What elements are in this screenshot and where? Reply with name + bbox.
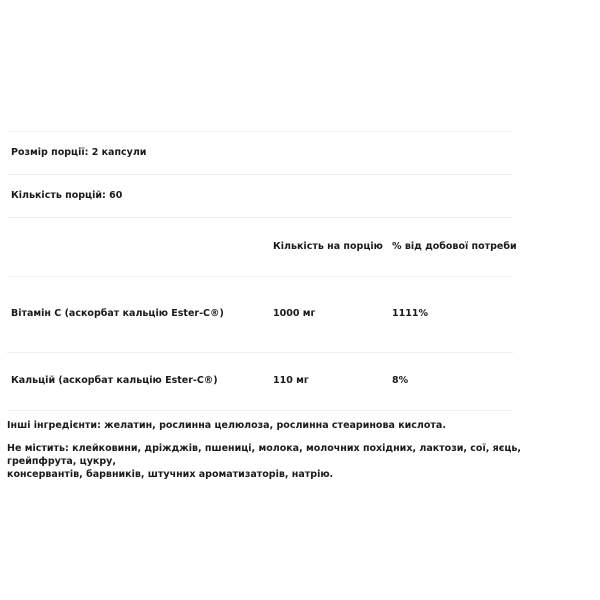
- other-ingredients: Інші інгредієнти: желатин, рослинна целюлоза, рослинна стеаринова кислота.: [7, 420, 446, 431]
- nutrient-daily-value: 8%: [392, 375, 409, 386]
- nutrient-amount: 1000 мг: [273, 308, 316, 319]
- divider: [7, 352, 513, 353]
- divider: [7, 410, 513, 411]
- divider: [7, 276, 513, 277]
- nutrient-name: Вітамін С (аскорбат кальцію Ester-C®): [11, 308, 224, 319]
- divider: [7, 217, 513, 218]
- serving-size: Розмір порції: 2 капсули: [11, 147, 147, 158]
- free-of-line-1: Не містить: клейковини, дріжджів, пшениці, молока, молочних похідних, лактози, сої, яєць, грейпфрута, цукру,: [7, 443, 522, 467]
- header-amount-per-serving: Кількість на порцію: [273, 241, 383, 252]
- free-of-statement: [7, 442, 547, 481]
- divider: [7, 131, 513, 132]
- nutrient-name: Кальцій (аскорбат кальцію Ester-C®): [11, 375, 218, 386]
- free-of-line-2: консервантів, барвників, штучних ароматизаторів, натрію.: [7, 469, 334, 480]
- servings-per-container: Кількість порцій: 60: [11, 190, 123, 201]
- nutrient-daily-value: 1111%: [392, 308, 428, 319]
- divider: [7, 174, 513, 175]
- nutrient-amount: 110 мг: [273, 375, 309, 386]
- header-daily-value: % від добової потреби: [392, 241, 517, 252]
